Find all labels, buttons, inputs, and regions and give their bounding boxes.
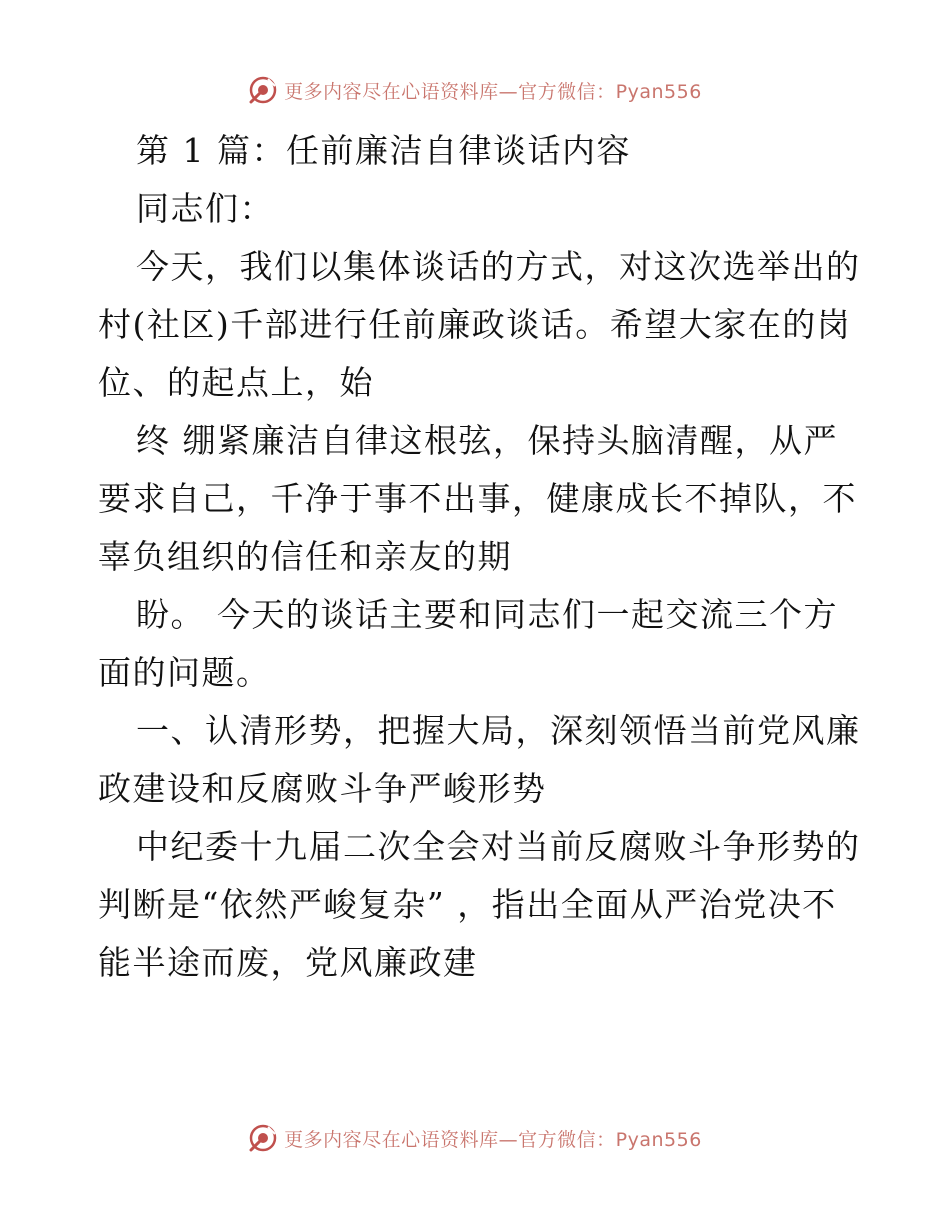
watermark-logo-icon bbox=[248, 75, 278, 105]
watermark-text: 更多内容尽在心语资料库—官方微信：Pyan556 bbox=[284, 80, 702, 103]
footer-watermark bbox=[0, 1120, 950, 1156]
paragraph-line: 判断是“依然严峻复杂” ，指出全面从严治党决不 bbox=[98, 885, 837, 924]
paragraph-line: 终 绷紧廉洁自律这根弦，保持头脑清醒，从严 bbox=[136, 421, 838, 460]
salutation: 同志们： bbox=[136, 189, 274, 228]
paragraph-line: 要求自己，千净于事不出事，健康成长不掉队，不 bbox=[98, 479, 857, 518]
section-heading: 政建设和反腐败斗争严峻形势 bbox=[98, 769, 547, 808]
paragraph-line: 位、的起点上，始 bbox=[98, 363, 374, 402]
document-title: 第 1 篇：任前廉洁自律谈话内容 bbox=[136, 131, 631, 170]
header-watermark bbox=[0, 72, 950, 108]
section-heading: 一、认清形势，把握大局，深刻领悟当前党风廉 bbox=[136, 711, 861, 750]
paragraph-line: 辜负组织的信任和亲友的期 bbox=[98, 537, 512, 576]
paragraph-line: 中纪委十九届二次全会对当前反腐败斗争形势的 bbox=[136, 827, 861, 866]
paragraph-line: 村(社区)千部进行任前廉政谈话。希望大家在的岗 bbox=[98, 305, 852, 344]
watermark-logo-icon bbox=[248, 1123, 278, 1153]
watermark-text: 更多内容尽在心语资料库—官方微信：Pyan556 bbox=[284, 1128, 702, 1151]
paragraph-line: 面的问题。 bbox=[98, 653, 271, 692]
paragraph-line: 盼。 今天的谈话主要和同志们一起交流三个方 bbox=[136, 595, 838, 634]
paragraph-line: 今天，我们以集体谈话的方式，对这次选举出的 bbox=[136, 247, 861, 286]
document-body bbox=[98, 122, 861, 992]
paragraph-line: 能半途而废，党风廉政建 bbox=[98, 943, 478, 982]
